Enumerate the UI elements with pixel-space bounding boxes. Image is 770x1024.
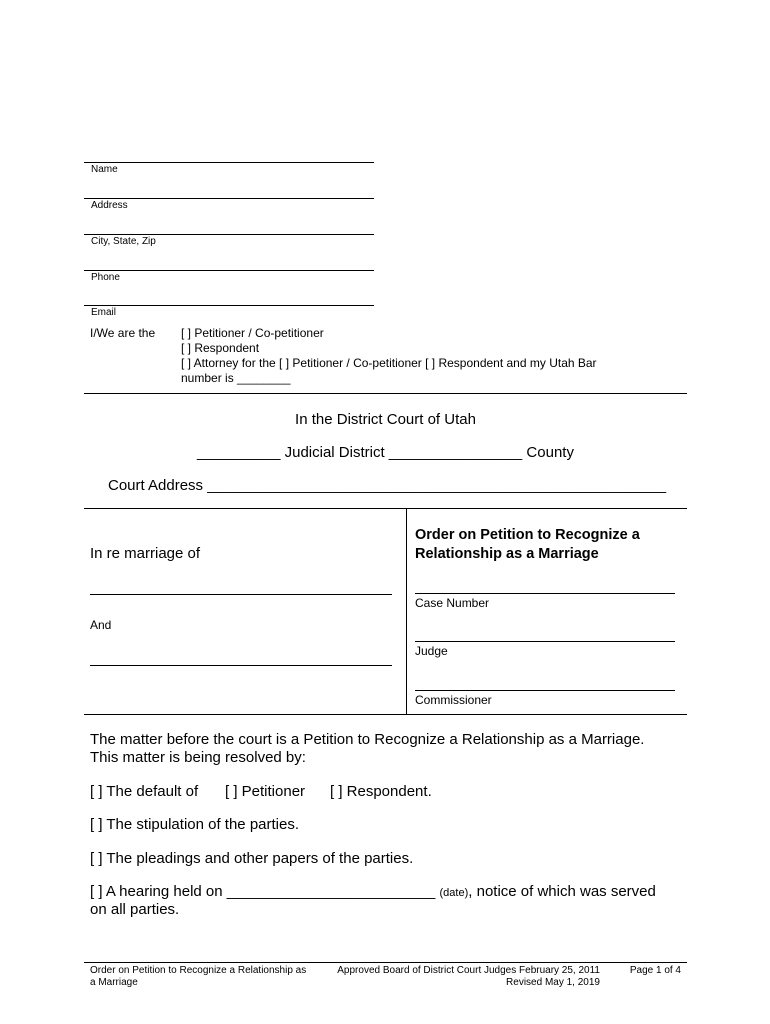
- name-label: Name: [91, 164, 118, 175]
- bar-number[interactable]: number is ________: [181, 371, 291, 385]
- caption-divider: [406, 508, 407, 714]
- footer-divider: [84, 962, 687, 963]
- stipulation-option[interactable]: [ ] The stipulation of the parties.: [90, 816, 300, 833]
- attorney-option[interactable]: [ ] Attorney for the [ ] Petitioner / Co-petitioner [ ] Respondent and my Utah Bar: [181, 356, 597, 370]
- city-state-zip-label: City, State, Zip: [91, 236, 156, 247]
- footer-approved: Approved Board of District Court Judges February 25, 2011: [337, 965, 600, 976]
- footer-form-title-1: Order on Petition to Recognize a Relationship as: [90, 965, 307, 976]
- footer-form-title: [90, 965, 320, 989]
- phone-label: Phone: [91, 272, 120, 283]
- header-divider: [84, 393, 687, 394]
- petitioner-option[interactable]: [ ] Petitioner / Co-petitioner: [181, 326, 324, 340]
- name-line: [84, 162, 374, 163]
- default-respondent-option[interactable]: [ ] Respondent.: [330, 783, 432, 800]
- phone-line: [84, 270, 374, 271]
- party1-line[interactable]: [90, 594, 392, 595]
- hearing-notice: , notice of which was served: [468, 883, 656, 900]
- address-line: [84, 198, 374, 199]
- footer-page-number: Page 1 of 4: [629, 965, 681, 976]
- footer-form-title-2: a Marriage: [90, 977, 138, 988]
- respondent-option[interactable]: [ ] Respondent: [181, 341, 260, 355]
- matter-line2: This matter is being resolved by:: [90, 749, 306, 766]
- hearing-date-label: (date): [439, 887, 469, 899]
- in-re-marriage: In re marriage of: [90, 545, 201, 562]
- city-line: [84, 234, 374, 235]
- and-label: And: [90, 618, 112, 632]
- hearing-text: [ ] A hearing held on _________________________: [90, 883, 436, 900]
- commissioner-line[interactable]: [415, 690, 675, 691]
- order-title: Order on Petition to Recognize a Relationship as a Marriage: [415, 527, 640, 562]
- judicial-district: __________ Judicial District ________________ County: [197, 444, 574, 461]
- default-petitioner-option[interactable]: [ ] Petitioner: [225, 783, 306, 800]
- email-line: [84, 305, 374, 306]
- court-title: In the District Court of Utah: [295, 411, 476, 428]
- email-label: Email: [91, 307, 117, 318]
- judge-line[interactable]: [415, 641, 675, 642]
- default-of-option[interactable]: [ ] The default of: [90, 783, 199, 800]
- hearing-option[interactable]: [90, 883, 656, 902]
- hearing-continued: on all parties.: [90, 901, 180, 918]
- commissioner-label: Commissioner: [415, 693, 492, 707]
- caption-top-line: [84, 508, 687, 509]
- court-address: Court Address _______________________________________________________: [108, 477, 667, 494]
- footer-approval: [320, 965, 600, 989]
- party2-line[interactable]: [90, 665, 392, 666]
- case-number-label: Case Number: [415, 596, 490, 610]
- address-label: Address: [91, 200, 128, 211]
- footer-revised: Revised May 1, 2019: [506, 977, 600, 988]
- case-number-line[interactable]: [415, 593, 675, 594]
- party-lead: I/We are the: [90, 326, 156, 340]
- pleadings-option[interactable]: [ ] The pleadings and other papers of the parties.: [90, 850, 414, 867]
- matter-line1: The matter before the court is a Petition to Recognize a Relationship as a Marriage.: [90, 731, 645, 748]
- judge-label: Judge: [415, 644, 448, 658]
- caption-bottom-line: [84, 714, 687, 715]
- party-options: [181, 326, 597, 386]
